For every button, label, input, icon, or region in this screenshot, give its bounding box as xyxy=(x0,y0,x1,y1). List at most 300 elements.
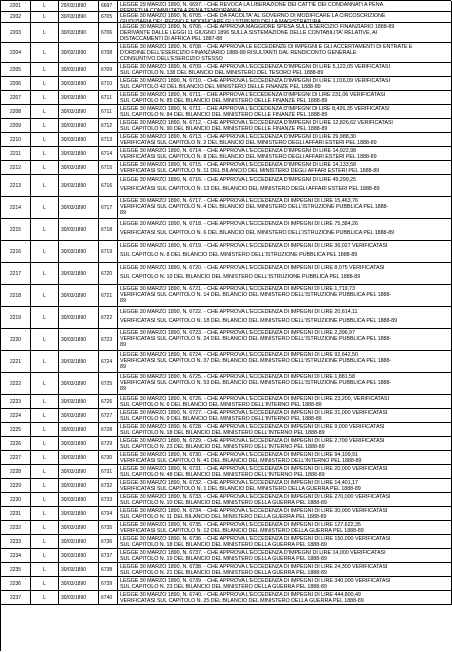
law-date: 30/03/1890 xyxy=(61,136,87,143)
law-code-cell xyxy=(99,535,118,548)
law-description-cell xyxy=(118,77,452,90)
law-code: 6737 xyxy=(101,552,113,559)
law-number-cell xyxy=(1,451,31,464)
law-description-cell xyxy=(118,563,452,576)
law-number: 2232 xyxy=(9,524,22,531)
law-description xyxy=(118,437,451,450)
law-number-cell xyxy=(1,521,31,534)
table-row xyxy=(1,147,452,161)
law-code: 6734 xyxy=(101,510,113,517)
law-description-cell xyxy=(118,285,452,306)
law-type: L xyxy=(43,440,46,447)
law-code-cell xyxy=(99,43,118,62)
law-description-cell xyxy=(118,263,452,284)
law-code: 6740 xyxy=(101,594,113,601)
law-date: 30/03/1890 xyxy=(61,594,87,601)
table-row xyxy=(1,63,452,77)
table-row xyxy=(1,43,452,63)
law-number: 2212 xyxy=(9,164,22,171)
law-date-cell xyxy=(59,423,99,436)
law-date-cell xyxy=(59,147,99,160)
law-type: L xyxy=(43,136,46,143)
law-number-cell xyxy=(1,105,31,118)
description-line: SUL CAPITOLO N. 18 DEL BILANCIO DEL MINISTERO DELLA GUERRA PEL 1888-89 xyxy=(120,542,327,548)
description-line: PERPETUA COMMUTATA A PENA TEMPORANEA xyxy=(120,8,242,11)
law-description-cell xyxy=(118,479,452,492)
law-description xyxy=(118,23,451,42)
law-type-cell xyxy=(31,521,59,534)
law-number: 2227 xyxy=(9,454,22,461)
law-type-cell xyxy=(31,241,59,262)
law-date-cell xyxy=(59,197,99,218)
law-type: L xyxy=(43,248,46,255)
law-description-cell xyxy=(118,465,452,478)
description-line: SUL CAPITOLO 42 DEL BILANCIO DEL MINISTERO DELLE FINANZE PEL 1888-89 xyxy=(120,84,321,90)
law-code: 6711 xyxy=(101,94,112,101)
law-number: 2229 xyxy=(9,482,22,489)
law-date: 30/03/1890 xyxy=(61,14,87,20)
law-type-cell xyxy=(31,535,59,548)
law-date: 30/03/1890 xyxy=(61,80,87,87)
table-row xyxy=(1,549,452,563)
law-type: L xyxy=(43,510,46,517)
law-description-cell xyxy=(118,535,452,548)
law-code-cell xyxy=(99,119,118,132)
law-number: 2211 xyxy=(10,150,21,157)
description-line: LEGGE 30 MARZO 1890, N. 6711. - CHE APPROVA L'ECCEDENZA D'IMPEGNI DI LIRE 8,426,35 VERIFICATASI xyxy=(120,106,390,112)
law-type-cell xyxy=(31,577,59,590)
law-number: 2202 xyxy=(9,14,22,20)
law-number-cell xyxy=(1,329,31,350)
law-type: L xyxy=(43,426,46,433)
description-line: SUL CAPITOLO N. 90 DEL BILANCIO DEL MINISTERO DELLE FINANZE PEL 1888-89 xyxy=(120,126,328,132)
description-line: VERIFICATASI SUL CAPITOLO N. 14 DEL BILANCIO DEL MINISTERO DELL'ISTRUZIONE PUBBLICA PEL 1888- xyxy=(120,292,392,298)
law-type: L xyxy=(43,552,46,559)
law-type: L xyxy=(43,566,46,573)
description-line: LEGGE 30 MARZO 1890, N. 6706. - CHE APPROVA MAGGIORE SPESA SULL'ESERCIZIO FINANZIARIO 1888-89 xyxy=(120,24,395,30)
description-line: LEGGE 30 MARZO 1890, N. 6713. - CHE APPROVA L'ECCEDENZA D'IMPEGNI DI LIRE 29,988,30 xyxy=(120,134,356,140)
law-date-cell xyxy=(59,1,99,11)
law-description xyxy=(118,1,451,11)
law-date: 30/03/1890 xyxy=(61,94,87,101)
law-code-cell xyxy=(99,351,118,372)
law-type-cell xyxy=(31,77,59,90)
law-code: 6697 xyxy=(101,3,113,9)
law-type: L xyxy=(43,496,46,503)
law-type: L xyxy=(43,468,46,475)
law-date-cell xyxy=(59,219,99,240)
law-description-cell xyxy=(118,12,452,22)
description-line: CONSUNTIVO DELL'ESERCIZIO STESSO xyxy=(120,56,223,62)
law-type: L xyxy=(43,538,46,545)
law-description xyxy=(118,493,451,506)
law-type-cell xyxy=(31,329,59,350)
table-row xyxy=(1,161,452,175)
law-type-cell xyxy=(31,395,59,408)
table-row xyxy=(1,12,452,23)
law-code: 6719 xyxy=(101,248,113,255)
law-description xyxy=(118,351,451,370)
law-date: 30/03/1890 xyxy=(61,150,87,157)
description-line: SUL CAPITOLO N. 48 DEL BILANCIO DEL MINISTERO DELL'INTERNO PEL 1888-89 xyxy=(120,472,325,478)
law-date-cell xyxy=(59,549,99,562)
law-code: 6738 xyxy=(101,566,113,573)
description-line: SUL CAPITOLO N. 85 DEL BILANCIO DEL MINISTERO DELLE FINANZE PEL 1888-89 xyxy=(120,98,328,104)
law-code-cell xyxy=(99,451,118,464)
law-number-cell xyxy=(1,219,31,240)
law-code: 6714 xyxy=(101,150,113,157)
law-date: 30/03/1890 xyxy=(61,336,87,343)
law-type: L xyxy=(43,150,46,157)
description-line: VERIFICATASI SUL CAPITOLO N. 13 DEL BILANCIO DEL MINISTERO DEGLI AFFARI ESTERI PEL 1888-89 xyxy=(120,186,380,192)
description-line: VERIFICATASI SUL CAPITOLO N. 24 DEL BILANCIO DEL MINISTERO DELL'ISTRUZIONE PUBBLICA PEL 1888- xyxy=(120,336,392,342)
law-date-cell xyxy=(59,351,99,372)
law-number: 2210 xyxy=(9,136,22,143)
law-code: 6709 xyxy=(101,66,113,73)
law-description xyxy=(118,197,451,216)
law-description-cell xyxy=(118,591,452,604)
description-line: LEGGE 30 MARZO 1890, N. 6737. - CHE APPROVA L'ECCEDENZA D'IMPEGNI DI LIRE 14,000 VERIFICATASI xyxy=(120,550,386,556)
description-line: LEGGE 30 MARZO 1890, N. 6728. - CHE APPROVA L'ECCEDENZA DI IMPEGNI DI LIRE 9,000 VERIFICATASI xyxy=(120,424,385,430)
law-description xyxy=(118,77,451,90)
law-type: L xyxy=(43,29,46,36)
law-type-cell xyxy=(31,197,59,218)
law-type: L xyxy=(43,412,46,419)
law-code-cell xyxy=(99,63,118,76)
description-line: SUL CAPITOLO N. 9 DEL BILANCIO DEL MINISTERO DELL'INTERNO PEL 1888-89 xyxy=(120,416,322,422)
law-number-cell xyxy=(1,535,31,548)
law-number-cell xyxy=(1,161,31,174)
law-type-cell xyxy=(31,219,59,240)
law-type-cell xyxy=(31,373,59,394)
law-description-cell xyxy=(118,43,452,62)
law-code-cell xyxy=(99,373,118,394)
law-date-cell xyxy=(59,437,99,450)
law-date: 30/03/1890 xyxy=(61,226,87,233)
law-date: 30/03/1890 xyxy=(61,580,87,587)
description-line: GIUDIZIARIA DEL REGNO E MODIFICARE GLI STIPENDI DELLA MAGISTRATURA xyxy=(120,19,321,22)
law-type-cell xyxy=(31,12,59,22)
law-code: 6729 xyxy=(101,440,113,447)
law-description-cell xyxy=(118,23,452,42)
table-row xyxy=(1,351,452,373)
law-type: L xyxy=(43,270,46,277)
law-description xyxy=(118,423,451,436)
law-type: L xyxy=(43,49,46,56)
law-description-cell xyxy=(118,521,452,534)
description-line: VERIFICATASI SUL CAPITOLO N. 25 DEL BILANCIO DEL MINISTERO DELLA GUERRA PEL 1888-89 xyxy=(120,598,364,604)
law-number: 2236 xyxy=(9,580,22,587)
law-number-cell xyxy=(1,263,31,284)
law-code-cell xyxy=(99,307,118,328)
law-code-cell xyxy=(99,23,118,42)
law-type-cell xyxy=(31,591,59,604)
law-type-cell xyxy=(31,285,59,306)
law-code: 6725 xyxy=(101,380,113,387)
law-description xyxy=(118,549,451,562)
description-line: DERIVANTE DALLE LEGGI 11 GIUGNO 1896 SULLA SISTEMAZIONE DELLE CONTABILITA' RELATIVE, AI xyxy=(120,30,378,36)
description-line: LEGGE 30 MARZO 1890, N. 6731. - CHE APPROVA L'ECCEDENZA DI IMPEGNI DI LIRE 20,000 VERIFICATASI xyxy=(120,466,388,472)
law-date: 30/03/1890 xyxy=(61,538,87,545)
law-number: 2233 xyxy=(9,538,22,545)
table-row xyxy=(1,521,452,535)
description-line: SUL CAPITOLO N. 8 DEL BILANCIO DEL MINISTERO DELL'ISTRUZIONE PUBBLICA PEL 1888-89 xyxy=(120,252,358,258)
law-description xyxy=(118,307,451,326)
law-number-cell xyxy=(1,119,31,132)
table-row xyxy=(1,577,452,591)
law-type: L xyxy=(43,164,46,171)
law-date: 30/03/1890 xyxy=(61,468,87,475)
law-code: 6730 xyxy=(101,454,113,461)
table-row xyxy=(1,105,452,119)
law-number-cell xyxy=(1,147,31,160)
law-code: 6706 xyxy=(101,29,113,36)
description-line: LEGGE 30 MARZO 1890, N. 6735. - CHE APPROVA L'ECCEDENZA DI IMPEGNI DI LIRE 127,622,35 xyxy=(120,522,361,528)
table-row xyxy=(1,119,452,133)
description-line: LEGGE 29 MARZO 1890, N. 6697. - CHE REVOCA LA LIBERAZIONE DEI CATTIE DEI CONDANNATI A PENA xyxy=(120,2,384,8)
law-date: 30/03/1890 xyxy=(61,164,87,171)
law-date-cell xyxy=(59,161,99,174)
law-code-cell xyxy=(99,105,118,118)
description-line: LEGGE 30 MARZO 1890, N. 6730. - CHE APPROVA L'ECCEDENZA DI IMPEGNI DI LIRE 94,109,91 xyxy=(120,452,358,458)
law-code-cell xyxy=(99,521,118,534)
law-type-cell xyxy=(31,563,59,576)
description-line: LEGGE 30 MARZO 1890, N. 6714. - CHE APPROVA L'ECCEDENZA D'IMPEGNI DI LIRE 14,922,98 xyxy=(120,148,356,154)
law-type: L xyxy=(43,14,46,20)
law-date-cell xyxy=(59,521,99,534)
description-line: SUL CAPITOLO N. 10 DEL BILANCIO DEL MINISTERO DELLA GUERRA PEL 1888-89 xyxy=(120,500,327,506)
law-number-cell xyxy=(1,351,31,372)
law-number: 2222 xyxy=(9,380,22,387)
description-line: SUL CAPITOLO N. 18 DEL BILANCIO DEL MINISTERO DELL'INTERNO PEL 1888-89 xyxy=(120,430,325,436)
description-line: LEGGE 30 MARZO 1890, N. 6723. - CHE APPROVA L'ECCEDENZA DI IMPEGNI DI LIRE 2,396,97 xyxy=(120,330,355,336)
law-description-cell xyxy=(118,577,452,590)
law-type-cell xyxy=(31,161,59,174)
law-code: 6705 xyxy=(101,14,113,20)
law-type-cell xyxy=(31,1,59,11)
law-code-cell xyxy=(99,133,118,146)
law-type-cell xyxy=(31,43,59,62)
law-type: L xyxy=(43,122,46,129)
law-date-cell xyxy=(59,263,99,284)
law-type-cell xyxy=(31,263,59,284)
law-code-cell xyxy=(99,409,118,422)
law-code: 6715 xyxy=(101,164,113,171)
law-date-cell xyxy=(59,307,99,328)
law-description xyxy=(118,263,451,282)
law-code-cell xyxy=(99,423,118,436)
law-date-cell xyxy=(59,63,99,76)
law-number-cell xyxy=(1,175,31,196)
law-code-cell xyxy=(99,507,118,520)
law-code-cell xyxy=(99,479,118,492)
law-date-cell xyxy=(59,105,99,118)
law-code-cell xyxy=(99,591,118,604)
table-row xyxy=(1,285,452,307)
law-number-cell xyxy=(1,12,31,22)
law-type: L xyxy=(43,314,46,321)
law-date-cell xyxy=(59,535,99,548)
law-description xyxy=(118,105,451,118)
law-description xyxy=(118,591,451,604)
law-number-cell xyxy=(1,395,31,408)
table-row xyxy=(1,423,452,437)
law-description-cell xyxy=(118,373,452,394)
law-number-cell xyxy=(1,423,31,436)
law-description xyxy=(118,91,451,104)
law-code: 6728 xyxy=(101,426,113,433)
law-type: L xyxy=(43,66,46,73)
law-code-cell xyxy=(99,161,118,174)
law-type: L xyxy=(43,594,46,601)
description-line: SUL CAPITOLO N. 21 DEL BILANCIO DEL MINISTERO DELLA GUERRA PEL 1888-89 xyxy=(120,570,327,576)
description-line: VERIFICATASI SUL CAPITOLO N. 1 DEL BILANCIO DEL MINISTERO DELLA GUERRA PEL 1888-89 xyxy=(120,486,361,492)
law-code-cell xyxy=(99,465,118,478)
law-code-cell xyxy=(99,577,118,590)
law-number: 2207 xyxy=(9,94,22,101)
law-date-cell xyxy=(59,133,99,146)
law-code-cell xyxy=(99,241,118,262)
table-row xyxy=(1,479,452,493)
description-line: SUL CAPITOLO N. 19 DEL BILANCIO DEL MINISTERO DELLA GUERRA PEL 1888-89 xyxy=(120,556,327,562)
law-number: 2217 xyxy=(9,270,22,277)
law-description-cell xyxy=(118,175,452,196)
law-type: L xyxy=(43,336,46,343)
law-description-cell xyxy=(118,351,452,372)
description-line: LEGGE 30 MARZO 1890, N. 6726. - CHE APPROVA L'ECCEDENZA DI IMPEGNI DI LIRE 23,200, VERIFICATASI xyxy=(120,396,389,402)
description-line: SUL CAPITOLO N. 23 DEL BILANCIO DEL MINISTERO DELL'INTERNO PEL 1888-89 xyxy=(120,444,325,450)
description-line: LEGGE 30 MARZO 1890, N. 6740. - CHE APPROVA L'ECCEDENZA DI IMPEGNI DI LIRE 444,800,49 xyxy=(120,592,361,598)
description-line: LEGGE 30 MARZO 1890, N. 6718. - CHE APPROVA L'ECCEDENZA DI IMPEGNI DI LIRE 75,384,26 xyxy=(120,221,358,227)
law-date: 30/03/1890 xyxy=(61,122,87,129)
law-number: 2221 xyxy=(9,358,22,365)
law-description xyxy=(118,451,451,464)
law-code-cell xyxy=(99,91,118,104)
law-type-cell xyxy=(31,307,59,328)
law-type: L xyxy=(43,580,46,587)
description-line: LEGGE 30 MARZO 1890, N. 6725. - CHE APPROVA L'ECCEDENZA DI IMPEGNI DI LIRE 1,881,58 xyxy=(120,374,355,380)
law-number: 2203 xyxy=(9,29,22,36)
law-code-cell xyxy=(99,493,118,506)
law-number: 2218 xyxy=(9,292,22,299)
description-line: VERIFICATASI SUL CAPITOLO N. 6 DEL BILANCIO DEL MINISTERO DELL'ISTRUZIONE PUBBLICA PEL 1888-89 xyxy=(120,230,395,236)
table-row xyxy=(1,373,452,395)
law-date: 30/03/1890 xyxy=(61,524,87,531)
law-type: L xyxy=(43,80,46,87)
law-date: 29/03/1890 xyxy=(61,3,87,9)
law-number: 2216 xyxy=(9,248,22,255)
law-number-cell xyxy=(1,549,31,562)
description-line: LEGGE 30 MARZO 1890, N. 6705. - CHE DA FACOLTA' AL GOVERNO DI MODIFICARE LA CIRCOSCRIZIONE xyxy=(120,13,386,19)
law-code: 6717 xyxy=(101,204,113,211)
law-date-cell xyxy=(59,119,99,132)
law-number-cell xyxy=(1,507,31,520)
table-row xyxy=(1,219,452,241)
law-code-cell xyxy=(99,1,118,11)
law-description-cell xyxy=(118,451,452,464)
law-description xyxy=(118,43,451,62)
law-date: 30/03/1890 xyxy=(61,49,87,56)
law-number: 2201 xyxy=(9,3,22,9)
table-row xyxy=(1,241,452,263)
law-number: 2225 xyxy=(9,426,22,433)
law-type-cell xyxy=(31,465,59,478)
law-description xyxy=(118,241,451,260)
law-description-cell xyxy=(118,423,452,436)
law-type-cell xyxy=(31,479,59,492)
table-row xyxy=(1,1,452,12)
law-code-cell xyxy=(99,175,118,196)
law-description xyxy=(118,63,451,76)
description-line: VERIFICATASI SUL CAPITOLO N. 2 DEL BILANCIO DEL MINISTERO DEGLI AFFARI ESTERI PEL 1888-89 xyxy=(120,140,377,146)
law-description xyxy=(118,285,451,304)
law-number: 2206 xyxy=(9,80,22,87)
table-row xyxy=(1,23,452,43)
law-description xyxy=(118,119,451,132)
law-code-cell xyxy=(99,395,118,408)
law-description xyxy=(118,373,451,392)
law-code: 6732 xyxy=(101,482,113,489)
law-date: 30/03/1890 xyxy=(61,248,87,255)
law-type-cell xyxy=(31,493,59,506)
law-code: 6739 xyxy=(101,580,113,587)
table-row xyxy=(1,175,452,197)
law-date-cell xyxy=(59,175,99,196)
law-date: 30/03/1890 xyxy=(61,66,87,73)
law-description xyxy=(118,12,451,22)
law-date-cell xyxy=(59,493,99,506)
table-row xyxy=(1,263,452,285)
table-row xyxy=(1,465,452,479)
law-type-cell xyxy=(31,91,59,104)
law-code: 6713 xyxy=(101,136,113,143)
law-code: 6736 xyxy=(101,538,113,545)
law-description-cell xyxy=(118,493,452,506)
law-description-cell xyxy=(118,395,452,408)
law-description-cell xyxy=(118,91,452,104)
law-date-cell xyxy=(59,23,99,42)
law-type-cell xyxy=(31,119,59,132)
law-code: 6711 xyxy=(101,108,112,115)
law-type-cell xyxy=(31,175,59,196)
law-code-cell xyxy=(99,329,118,350)
law-number: 2215 xyxy=(9,226,22,233)
description-line: DISTACCAMENTI DI AFRICA PEL 1887-88 xyxy=(120,36,223,42)
law-code-cell xyxy=(99,285,118,306)
law-code: 6733 xyxy=(101,496,113,503)
law-type: L xyxy=(43,226,46,233)
law-description xyxy=(118,521,451,534)
law-number-cell xyxy=(1,577,31,590)
description-line: LEGGE 30 MARZO 1890, N. 6710. - CHE APPROVA L'ECCEDENZA D'IMPEGNI DI LIRE 1,016,09 VERIFICATASI xyxy=(120,78,390,84)
law-number-cell xyxy=(1,479,31,492)
description-line: LEGGE 30 MARZO 1890, N. 6738. - CHE APPROVA L'ECCEDENZA DI IMPEGNI DI LIRE 24,300 VERIFICATASI xyxy=(120,564,388,570)
law-description-cell xyxy=(118,241,452,262)
law-description xyxy=(118,577,451,590)
law-number: 2205 xyxy=(9,66,22,73)
law-description xyxy=(118,563,451,576)
law-description xyxy=(118,395,451,408)
law-type-cell xyxy=(31,423,59,436)
law-number-cell xyxy=(1,241,31,262)
law-date: 30/03/1890 xyxy=(61,380,87,387)
law-description-cell xyxy=(118,105,452,118)
law-date: 30/03/1890 xyxy=(61,182,87,189)
law-description xyxy=(118,161,451,174)
law-date: 30/03/1890 xyxy=(61,204,87,211)
table-row xyxy=(1,451,452,465)
law-code: 6716 xyxy=(101,182,113,189)
